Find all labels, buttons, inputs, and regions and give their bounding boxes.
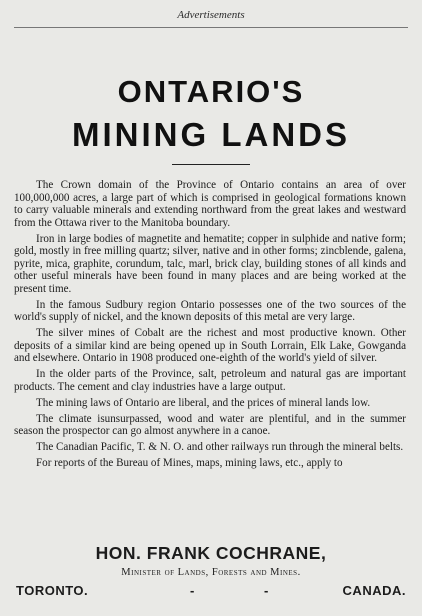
- title-divider: [172, 164, 250, 165]
- footer-separator: -: [190, 583, 195, 598]
- paragraph: In the famous Sudbury region Ontario possesses one of the two sources of the world's supply of nickel, and the known deposits of this metal are very large.: [14, 298, 406, 323]
- paragraph: The silver mines of Cobalt are the richest and most productive known. Other deposits of a similar kind are being opened up in South Lorrain, Elk Lake, Gowganda and elsewhere. Ontario in 1908 produced one-eighth of the world's yield of silver.: [14, 327, 406, 364]
- paragraph: The mining laws of Ontario are liberal, and the prices of mineral lands low.: [36, 396, 371, 409]
- page-header: Advertisements: [177, 9, 245, 21]
- title-line-2: MINING LANDS: [72, 116, 350, 153]
- footer-separator: -: [264, 583, 269, 598]
- body-text: [14, 179, 406, 473]
- paragraph: In the older parts of the Province, salt, petroleum and natural gas are important products. The cement and clay industries have a large output.: [14, 368, 406, 393]
- signatory-name: HON. FRANK COCHRANE,: [95, 543, 327, 563]
- footer-city: TORONTO.: [16, 583, 89, 598]
- header-divider: [14, 27, 408, 28]
- signatory-title: Minister of Lands, Forests and Mines.: [121, 567, 301, 578]
- paragraph: The Canadian Pacific, T. & N. O. and other railways run through the mineral belts.: [36, 441, 404, 453]
- title-line-1: ONTARIO'S: [117, 74, 305, 109]
- paragraph: The Crown domain of the Province of Ontario contains an area of over 100,000,000 acres, a large part of which is comprised in geological formations known to carry valuable minerals and extending northward from the great lakes and westward from the Ottawa river to the Manitoba boundary.: [14, 179, 406, 229]
- paragraph: The climate isunsurpassed, wood and water are plentiful, and in the summer season the prospector can go almost anywhere in a canoe.: [14, 412, 406, 437]
- footer-country: CANADA.: [342, 583, 406, 598]
- paragraph: Iron in large bodies of magnetite and hematite; copper in sulphide and native form; gold, mostly in free milling quartz; silver, native and in other forms; zincblende, galena, pyrite, mica, graphite, corundum, talc, marl, brick clay, building stones of all kinds and other useful minerals have been found in many places and are being worked at the present time.: [14, 232, 406, 295]
- paragraph: For reports of the Bureau of Mines, maps, mining laws, etc., apply to: [36, 457, 343, 469]
